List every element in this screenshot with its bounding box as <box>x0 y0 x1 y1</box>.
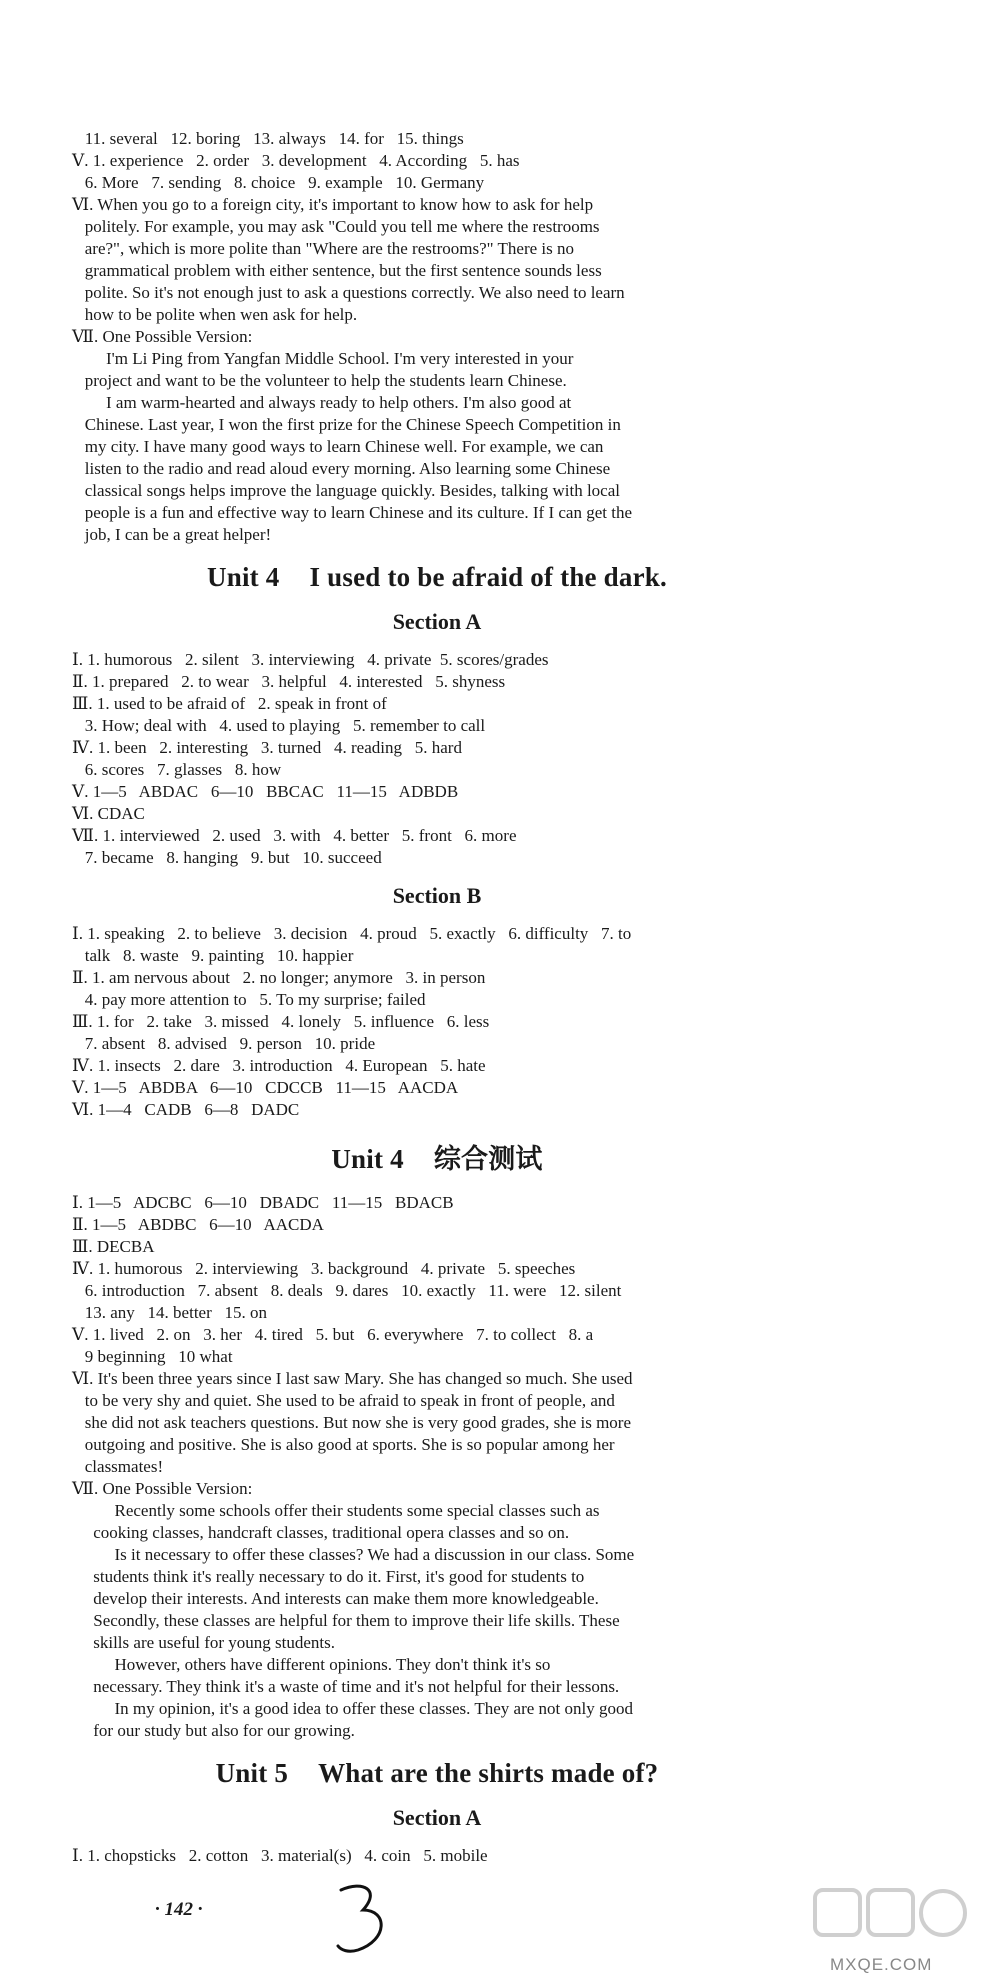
paragraph-line: for our study but also for our growing. <box>72 1721 355 1740</box>
paragraph-line: polite. So it's not enough just to ask a questions correctly. We also need to learn <box>72 283 625 302</box>
paragraph-line: people is a fun and effective way to learn Chinese and its culture. If I can get the <box>72 503 633 522</box>
unit-number: Unit 5 <box>215 1758 289 1788</box>
paragraph-line: Ⅶ. One Possible Version: <box>72 327 253 346</box>
answer-line: Ⅰ. 1—5 ADCBC 6—10 DBADC 11—15 BDACB <box>72 1193 454 1212</box>
answer-page <box>72 128 802 1867</box>
watermark-logo-icon <box>810 1885 970 1955</box>
answer-line: Ⅴ. 1—5 ABDAC 6—10 BBCAC 11—15 ADBDB <box>72 782 459 801</box>
answer-line: Ⅵ. CDAC <box>72 804 145 823</box>
answer-line: 4. pay more attention to 5. To my surprise; failed <box>72 990 426 1009</box>
unit-title-text: What are the shirts made of? <box>318 1758 659 1788</box>
paragraph-line: I am warm-hearted and always ready to help others. I'm also good at <box>72 393 572 412</box>
unit4-sectionB-answers <box>72 923 802 1121</box>
paragraph-line: Chinese. Last year, I won the first prize for the Chinese Speech Competition in <box>72 415 621 434</box>
page-number: · 142 · <box>155 1899 203 1920</box>
paragraph-line: politely. For example, you may ask "Could you tell me where the restrooms <box>72 217 600 236</box>
answer-line: Ⅰ. 1. humorous 2. silent 3. interviewing 4. private 5. scores/grades <box>72 650 549 669</box>
unit-heading <box>72 1137 802 1176</box>
answer-line: Ⅴ. 1—5 ABDBA 6—10 CDCCB 11—15 AACDA <box>72 1078 459 1097</box>
paragraph-line: are?", which is more polite than "Where are the restrooms?" There is no <box>72 239 574 258</box>
answer-line: Ⅰ. 1. speaking 2. to believe 3. decision 4. proud 5. exactly 6. difficulty 7. to <box>72 924 632 943</box>
paragraph-line: my city. I have many good ways to learn Chinese well. For example, we can <box>72 437 604 456</box>
section-heading: Section B <box>392 883 482 908</box>
paragraph-line: However, others have different opinions. They don't think it's so <box>72 1655 551 1674</box>
answer-line: Ⅵ. 1—4 CADB 6—8 DADC <box>72 1100 300 1119</box>
answer-line: Ⅴ. 1. lived 2. on 3. her 4. tired 5. but 6. everywhere 7. to collect 8. a <box>72 1325 594 1344</box>
unit-title-text: I used to be afraid of the dark. <box>309 562 667 592</box>
paragraph-line: Ⅵ. When you go to a foreign city, it's important to know how to ask for help <box>72 195 594 214</box>
answer-line: Ⅴ. 1. experience 2. order 3. development 4. According 5. has <box>72 151 520 170</box>
paragraph-line: listen to the radio and read aloud every morning. Also learning some Chinese <box>72 459 611 478</box>
answer-line: Ⅶ. 1. interviewed 2. used 3. with 4. better 5. front 6. more <box>72 826 517 845</box>
paragraph-line: project and want to be the volunteer to help the students learn Chinese. <box>72 371 567 390</box>
answer-line: Ⅲ. 1. for 2. take 3. missed 4. lonely 5. influence 6. less <box>72 1012 490 1031</box>
paragraph-line: Secondly, these classes are helpful for them to improve their life skills. These <box>72 1611 620 1630</box>
paragraph-line: Ⅶ. One Possible Version: <box>72 1479 253 1498</box>
paragraph-line: skills are useful for young students. <box>72 1633 335 1652</box>
unit5-sectionA-answers <box>72 1845 802 1867</box>
paragraph-line: I'm Li Ping from Yangfan Middle School. I'm very interested in your <box>72 349 574 368</box>
unit-heading <box>72 1758 802 1789</box>
answer-line: 7. absent 8. advised 9. person 10. pride <box>72 1034 376 1053</box>
paragraph-line: Is it necessary to offer these classes? We had a discussion in our class. Some <box>72 1545 635 1564</box>
paragraph-line: to be very shy and quiet. She used to be afraid to speak in front of people, and <box>72 1391 615 1410</box>
paragraph-line: Ⅵ. It's been three years since I last saw Mary. She has changed so much. She used <box>72 1369 633 1388</box>
answer-line: 9 beginning 10 what <box>72 1347 233 1366</box>
answer-line: 3. How; deal with 4. used to playing 5. remember to call <box>72 716 486 735</box>
answer-line: Ⅱ. 1. prepared 2. to wear 3. helpful 4. interested 5. shyness <box>72 672 506 691</box>
unit-title-text: 综合测试 <box>433 1144 543 1175</box>
answer-line: Ⅲ. DECBA <box>72 1237 155 1256</box>
answer-line: Ⅱ. 1. am nervous about 2. no longer; anymore 3. in person <box>72 968 486 987</box>
unit4-test-answers <box>72 1192 802 1742</box>
answer-line: Ⅳ. 1. insects 2. dare 3. introduction 4. European 5. hate <box>72 1056 486 1075</box>
paragraph-line: job, I can be a great helper! <box>72 525 272 544</box>
watermark-text: MXQE.COM <box>830 1955 933 1974</box>
paragraph-line: how to be polite when wen ask for help. <box>72 305 358 324</box>
paragraph-line: outgoing and positive. She is also good at sports. She is so popular among her <box>72 1435 615 1454</box>
answer-line: Ⅲ. 1. used to be afraid of 2. speak in front of <box>72 694 387 713</box>
unit4-sectionA-answers <box>72 649 802 869</box>
unit3-test-answers <box>72 128 802 546</box>
paragraph-line: necessary. They think it's a waste of time and it's not helpful for their lessons. <box>72 1677 620 1696</box>
unit-heading <box>72 562 802 593</box>
section-heading: Section A <box>392 609 482 634</box>
answer-line: 11. several 12. boring 13. always 14. for 15. things <box>72 129 464 148</box>
answer-line: Ⅳ. 1. humorous 2. interviewing 3. background 4. private 5. speeches <box>72 1259 576 1278</box>
paragraph-line: classmates! <box>72 1457 164 1476</box>
answer-line: 7. became 8. hanging 9. but 10. succeed <box>72 848 382 867</box>
paragraph-line: In my opinion, it's a good idea to offer these classes. They are not only good <box>72 1699 633 1718</box>
answer-line: 6. scores 7. glasses 8. how <box>72 760 282 779</box>
paragraph-line: students think it's really necessary to do it. First, it's good for students to <box>72 1567 585 1586</box>
paragraph-line: she did not ask teachers questions. But now she is very good grades, she is more <box>72 1413 632 1432</box>
paragraph-line: grammatical problem with either sentence, but the first sentence sounds less <box>72 261 602 280</box>
handwritten-scribble-icon <box>333 1880 393 1960</box>
unit-number: Unit 4 <box>331 1144 404 1174</box>
answer-line: 6. More 7. sending 8. choice 9. example 10. Germany <box>72 173 485 192</box>
paragraph-line: develop their interests. And interests can make them more knowledgeable. <box>72 1589 599 1608</box>
answer-line: Ⅰ. 1. chopsticks 2. cotton 3. material(s) 4. coin 5. mobile <box>72 1846 488 1865</box>
answer-line: Ⅳ. 1. been 2. interesting 3. turned 4. reading 5. hard <box>72 738 462 757</box>
unit-number: Unit 4 <box>207 562 280 592</box>
paragraph-line: cooking classes, handcraft classes, traditional opera classes and so on. <box>72 1523 570 1542</box>
section-heading: Section A <box>392 1805 482 1830</box>
paragraph-line: classical songs helps improve the language quickly. Besides, talking with local <box>72 481 620 500</box>
answer-line: talk 8. waste 9. painting 10. happier <box>72 946 354 965</box>
answer-line: Ⅱ. 1—5 ABDBC 6—10 AACDA <box>72 1215 324 1234</box>
paragraph-line: Recently some schools offer their students some special classes such as <box>72 1501 600 1520</box>
answer-line: 13. any 14. better 15. on <box>72 1303 267 1322</box>
answer-line: 6. introduction 7. absent 8. deals 9. dares 10. exactly 11. were 12. silent <box>72 1281 622 1300</box>
